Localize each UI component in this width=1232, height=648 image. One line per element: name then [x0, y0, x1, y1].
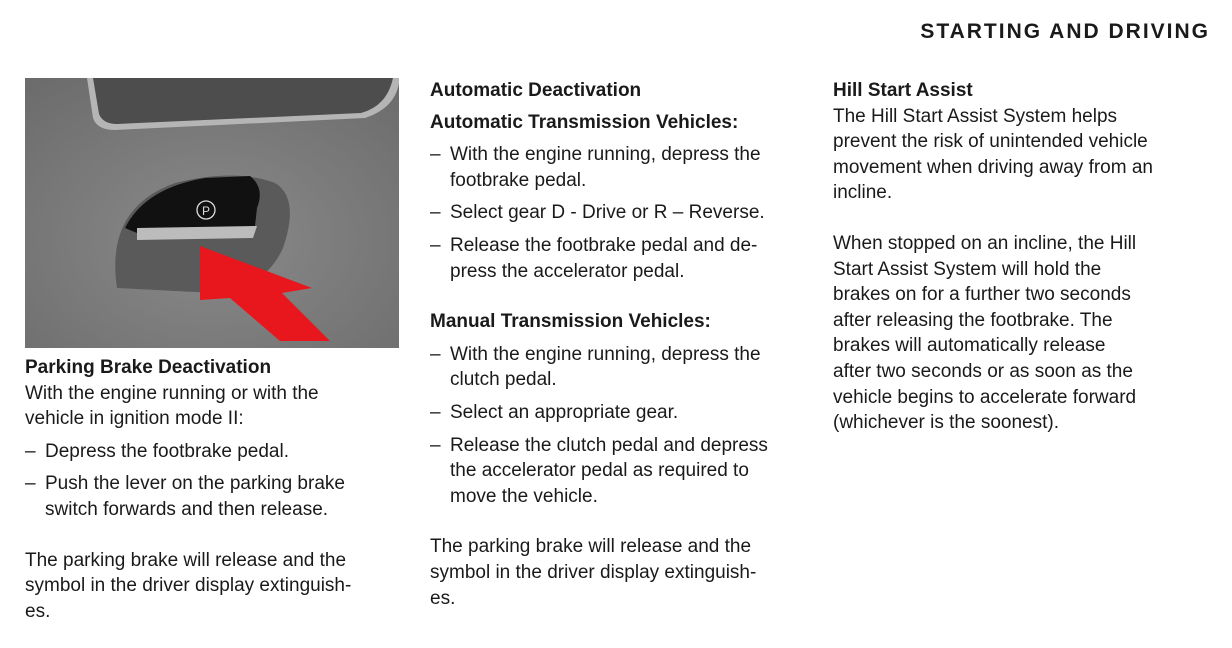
hill-start-assist: [833, 78, 1223, 436]
paragraph: The parking brake will release and the symbol in the driver display extinguish- es.: [430, 536, 757, 609]
paragraph: The Hill Start Assist System helps prevent the risk of unintended vehicle movement when driving away from an incline.: [833, 105, 1153, 204]
dash: –: [430, 234, 441, 256]
list-item: [430, 433, 820, 510]
list-item-text: Depress the footbrake pedal.: [45, 440, 289, 462]
subheading: Automatic Transmission Vehicles:: [430, 111, 739, 133]
list-item: [25, 471, 415, 522]
list-item: [430, 233, 820, 284]
dash: –: [430, 144, 441, 166]
list-item-text: Release the clutch pedal and depress the accelerator pedal as required to move the vehicle.: [450, 434, 768, 507]
bullet-list: [430, 142, 820, 284]
list-item-text: Select an appropriate gear.: [450, 401, 679, 423]
list-item-text: Push the lever on the parking brake switch forwards and then release.: [45, 473, 345, 520]
paragraph: When stopped on an incline, the Hill Start Assist System will hold the brakes on for a further two seconds after releasing the footbrake. The brakes will automatically release after two seconds or as soon as the vehicle begins to accelerate forward (whichever is the soonest).: [833, 232, 1137, 434]
list-item: [430, 200, 820, 226]
dash: –: [430, 401, 441, 423]
list-item: [430, 342, 820, 393]
parking-symbol: P: [201, 204, 211, 218]
paragraph: The parking brake will release and the symbol in the driver display extinguish- es.: [25, 549, 352, 622]
parking-brake-deactivation: [25, 355, 415, 624]
list-item-text: With the engine running, depress the footbrake pedal.: [450, 144, 761, 191]
bullet-list: [430, 342, 820, 510]
dash: –: [430, 202, 441, 224]
heading: Parking Brake Deactivation: [25, 357, 272, 378]
list-item: [430, 142, 820, 193]
subheading: Manual Transmission Vehicles:: [430, 311, 711, 333]
heading: Hill Start Assist: [833, 80, 973, 101]
list-item: [25, 439, 415, 465]
dash: –: [25, 440, 36, 462]
list-item-text: Release the footbrake pedal and de- press the accelerator pedal.: [450, 234, 758, 282]
section-title: STARTING AND DRIVING: [920, 20, 1210, 43]
dash: –: [430, 434, 441, 456]
bullet-list: [25, 439, 415, 523]
automatic-deactivation: [430, 78, 820, 611]
dash: –: [25, 473, 36, 495]
paragraph: With the engine running or with the vehicle in ignition mode II:: [25, 382, 319, 430]
list-item: [430, 400, 820, 426]
list-item-text: Select gear D - Drive or R – Reverse.: [450, 202, 765, 224]
dash: –: [430, 343, 441, 365]
parking-brake-figure: [25, 78, 399, 348]
list-item-text: With the engine running, depress the clutch pedal.: [450, 343, 761, 391]
heading: Automatic Deactivation: [430, 80, 642, 101]
